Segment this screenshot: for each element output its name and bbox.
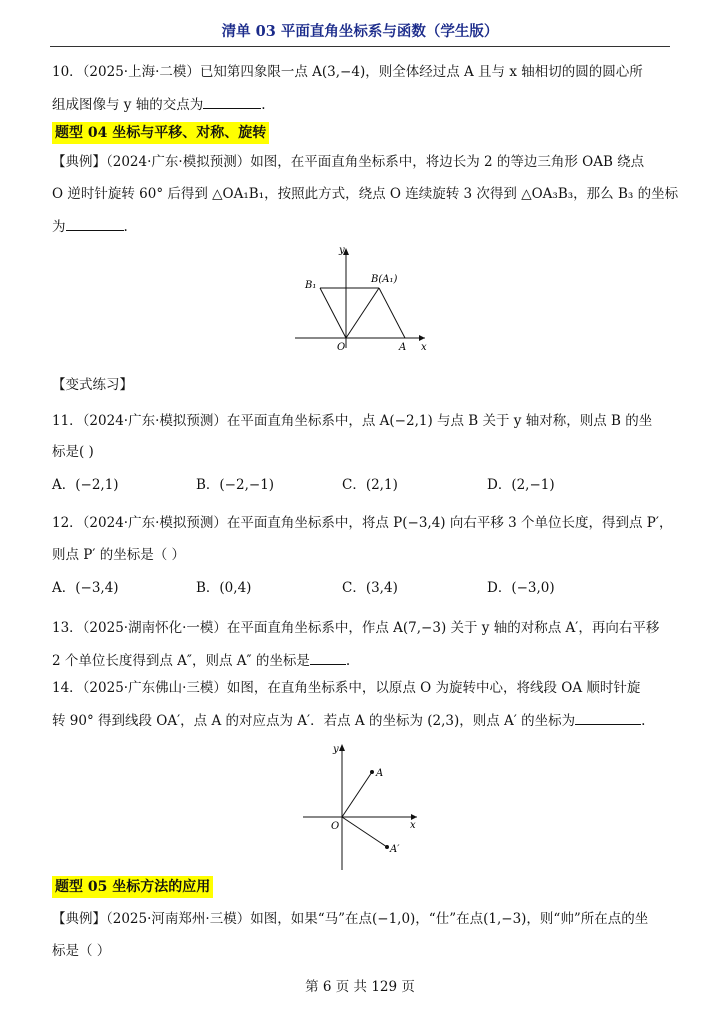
q13-line2-end: . <box>345 653 351 669</box>
figure1-label-a: A <box>399 342 407 353</box>
example04-line3-text: 为 <box>52 219 66 235</box>
section-04-heading: 题型 04 坐标与平移、对称、旋转 <box>52 122 269 144</box>
q13-line2-text: 2 个单位长度得到点 A″，则点 A″ 的坐标是 <box>52 653 310 669</box>
q12-option-c: C．(3,4) <box>342 580 398 596</box>
q11-option-a: A．(−2,1) <box>52 477 119 493</box>
figure1-label-b-a1: B(A₁) <box>371 274 398 285</box>
figure2-segment-oa <box>342 772 372 817</box>
example04-line3-end: . <box>123 219 128 235</box>
q12-line1: 12．（2024·广东·模拟预测）在平面直角坐标系中，将点 P(−3,4) 向右平移 3 个单位长度，得到点 P′， <box>52 515 673 531</box>
header-rule <box>50 46 670 47</box>
figure2-label-a-prime: A′ <box>390 844 400 855</box>
q13-answer-blank <box>310 650 346 665</box>
figure1-x-arrow <box>419 335 425 341</box>
q12-option-a: A．(−3,4) <box>52 580 119 596</box>
q11-line1: 11．（2024·广东·模拟预测）在平面直角坐标系中，点 A(−2,1) 与点 B 关于 y 轴对称，则点 B 的坐 <box>52 413 653 429</box>
figure2-label-y: y <box>333 744 339 755</box>
figure2-point-a <box>370 770 374 774</box>
example04-line1: 【典例】（2024·广东·模拟预测）如图，在平面直角坐标系中，将边长为 2 的等边三角形 OAB 绕点 <box>52 154 645 170</box>
figure1-line-o-b <box>346 288 379 338</box>
q13-line2 <box>52 650 672 671</box>
figure-rotated-triangles <box>285 244 435 354</box>
figure2-segment-oa-prime <box>342 817 387 847</box>
figure-rotated-segment <box>295 740 425 875</box>
page-header-title: 清单 03 平面直角坐标系与函数（学生版） <box>221 23 499 40</box>
q10-line2 <box>52 94 672 115</box>
page-footer: 第 6 页 共 129 页 <box>305 979 415 995</box>
example04-line2: O 逆时针旋转 60° 后得到 △OA₁B₁，按照此方式，绕点 O 连续旋转 3 次得到 △OA₃B₃，那么 B₃ 的坐标 <box>52 186 679 202</box>
figure2-point-a-prime <box>385 845 389 849</box>
q11-option-d: D．(2,−1) <box>487 477 555 493</box>
q14-line2-end: . <box>641 713 646 729</box>
q10-answer-blank <box>203 94 261 109</box>
q10-line2-end: . <box>261 97 266 113</box>
figure1-line-b1-o <box>320 288 346 338</box>
practice-heading: 【变式练习】 <box>52 377 133 393</box>
q10-line1: 10．（2025·上海·二模）已知第四象限一点 A(3,−4)，则全体经过点 A 且与 x 轴相切的圆的圆心所 <box>52 64 643 80</box>
q11-line2: 标是( ) <box>52 444 94 460</box>
q14-answer-blank <box>575 710 641 725</box>
figure1-label-y: y <box>339 245 345 256</box>
q12-option-d: D．(−3,0) <box>487 580 555 596</box>
figure1-label-o: O <box>337 342 346 353</box>
q11-option-c: C．(2,1) <box>342 477 398 493</box>
example05-line1: 【典例】（2025·河南郑州·三模）如图，如果“马”在点(−1,0)，“仕”在点(1,−3)，则“帅”所在点的坐 <box>52 911 649 927</box>
example05-line2: 标是（ ） <box>52 943 111 959</box>
q12-line2: 则点 P′ 的坐标是（ ） <box>52 547 186 563</box>
figure2-label-x: x <box>410 820 416 831</box>
q11-option-b: B．(−2,−1) <box>196 477 275 493</box>
q12-option-b: B．(0,4) <box>196 580 252 596</box>
example04-line3 <box>52 216 672 237</box>
q14-line2 <box>52 710 672 731</box>
figure1-label-x: x <box>421 342 427 353</box>
figure2-label-a: A <box>376 768 384 779</box>
figure1-line-b-a <box>379 288 405 338</box>
q14-line2-text: 转 90° 得到线段 OA′，点 A 的对应点为 A′．若点 A 的坐标为 (2,3)，则点 A′ 的坐标为 <box>52 713 576 729</box>
figure1-label-b1: B₁ <box>305 280 317 291</box>
q10-line2-text: 组成图像与 y 轴的交点为 <box>52 97 204 113</box>
figure2-y-arrow <box>339 744 345 751</box>
example04-answer-blank <box>66 216 124 231</box>
figure2-label-o: O <box>331 821 340 832</box>
section-05-heading: 题型 05 坐标方法的应用 <box>52 876 213 898</box>
q14-line1: 14．（2025·广东佛山·三模）如图，在直角坐标系中，以原点 O 为旋转中心，将线段 OA 顺时针旋 <box>52 680 641 696</box>
q13-line1: 13．（2025·湖南怀化·一模）在平面直角坐标系中，作点 A(7,−3) 关于 y 轴的对称点 A′，再向右平移 <box>52 620 660 636</box>
